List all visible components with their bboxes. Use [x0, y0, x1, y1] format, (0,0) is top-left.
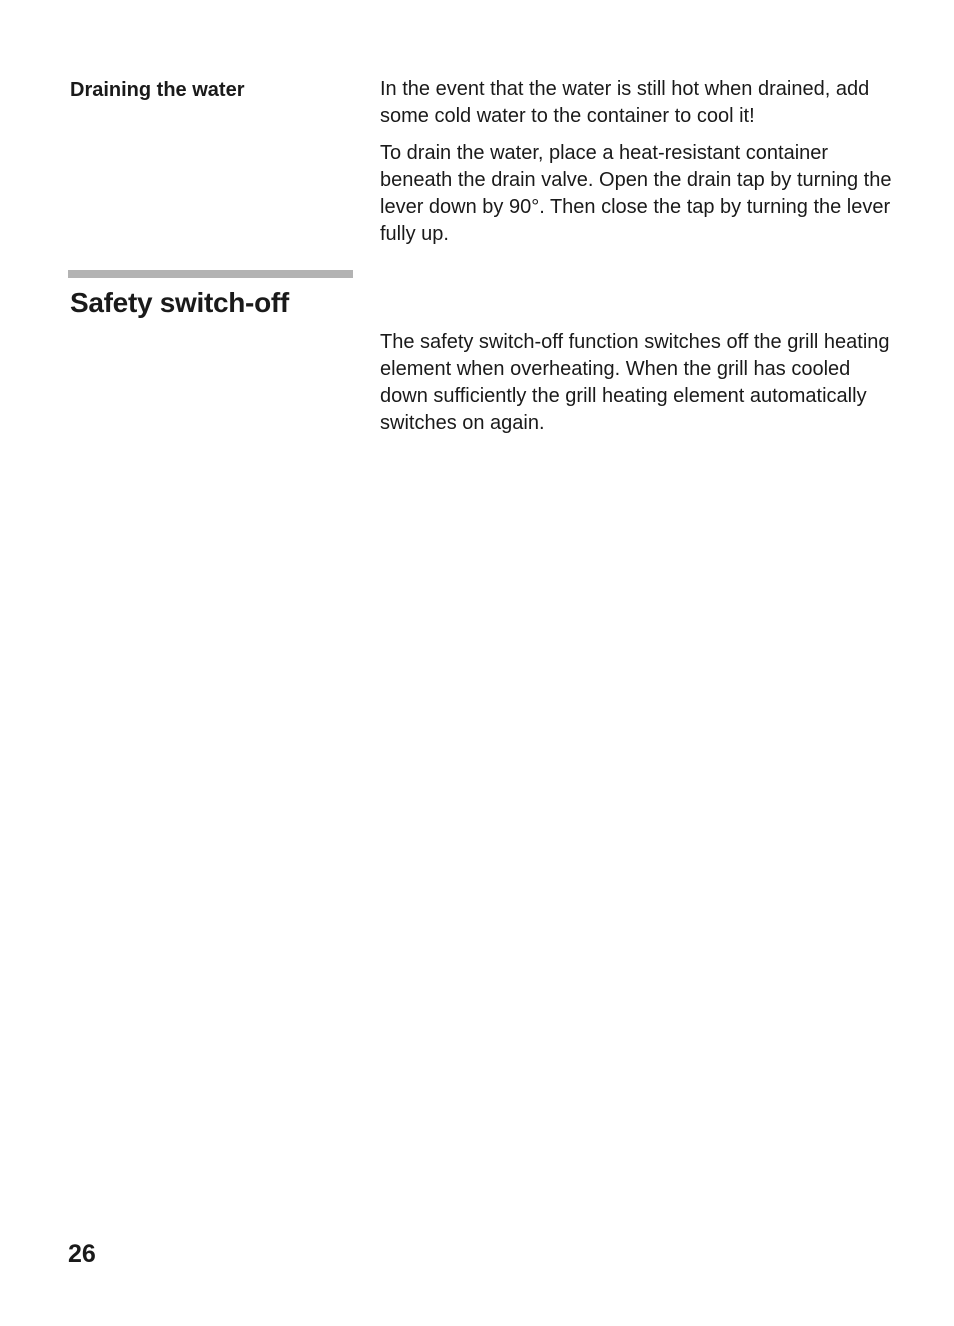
draining-paragraph-cooling: In the event that the water is still hot when drained, add some cold water to the container to cool it! — [380, 78, 870, 127]
safety-switch-off-paragraph: The safety switch-off function switches off the grill heating element when overheating. When the grill has cooled down sufficiently the grill heating element automatically switches on again. — [380, 331, 890, 434]
draining-paragraph-instructions: To drain the water, place a heat-resistant container beneath the drain valve. Open the drain tap by turning the lever down by 90°. Then close the tap by turning the lever fully up. — [380, 142, 892, 245]
page-number: 26 — [68, 1240, 96, 1268]
section-divider-bar — [68, 270, 353, 278]
safety-switch-off-title: Safety switch-off — [70, 287, 289, 318]
draining-water-heading: Draining the water — [70, 79, 245, 101]
